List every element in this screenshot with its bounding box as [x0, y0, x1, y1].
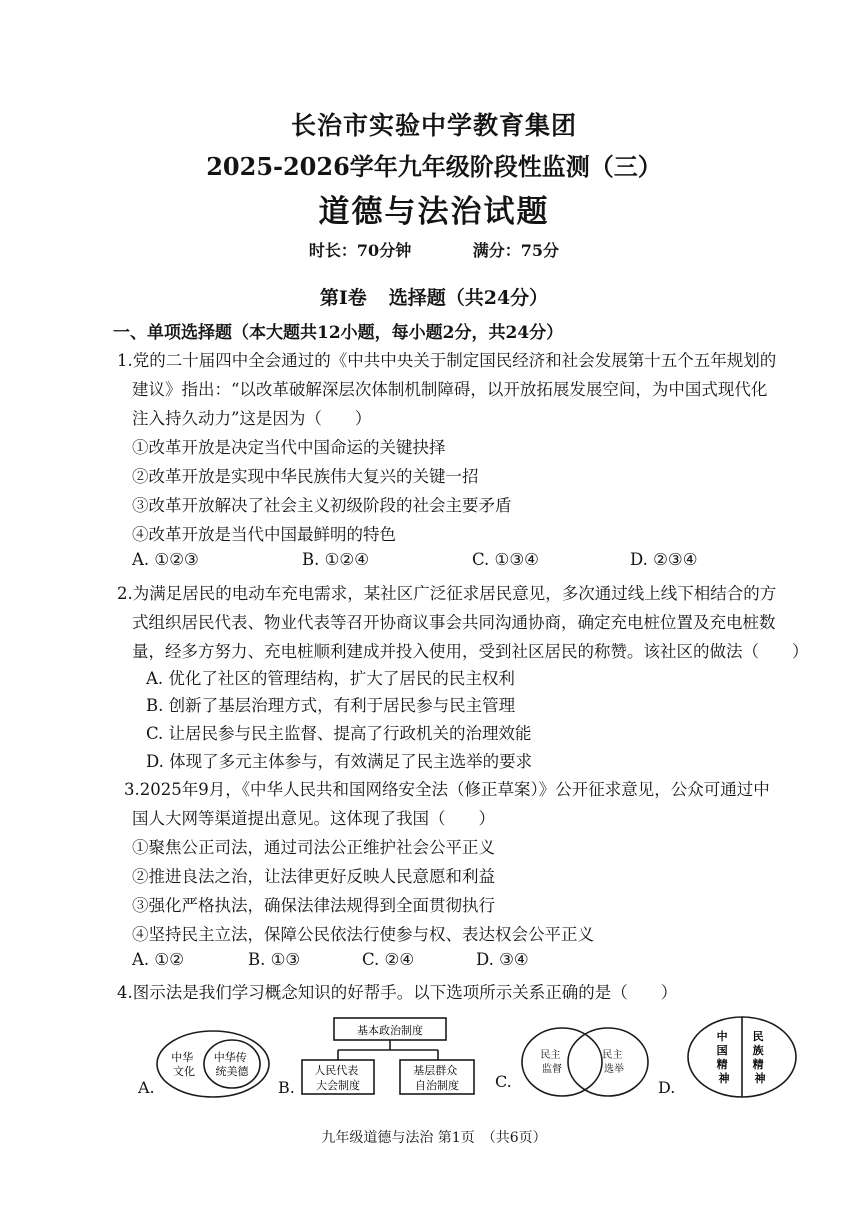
q1-item: ③改革开放解决了社会主义初级阶段的社会主要矛盾 — [132, 496, 512, 515]
diagram-b-left-line1: 人民代表 — [314, 1064, 359, 1077]
diagram-c-left-line1: 民主 — [540, 1050, 561, 1061]
q4-line: 4.图示法是我们学习概念知识的好帮手。以下选项所示关系正确的是（ ） — [117, 983, 678, 1002]
exam-meta — [0, 238, 868, 261]
diagram-b-top-text: 基本政治制度 — [357, 1024, 423, 1037]
diagram-c-left-text — [540, 1049, 563, 1075]
q1-item: ④改革开放是当代中国最鲜明的特色 — [132, 525, 396, 544]
q3-option-c[interactable]: C. ②④ — [362, 950, 415, 969]
q4-option-a[interactable]: A. — [138, 1078, 155, 1097]
q1-option-a[interactable]: A. ①②③ — [132, 550, 199, 569]
diagram-c-venn — [518, 1024, 652, 1100]
diagram-b-tree — [296, 1014, 482, 1098]
q2-line: 量，经多方努力、充电桩顺利建成并投入使用，受到社区居民的称赞。该社区的做法（ ） — [132, 642, 809, 661]
diagram-d-right-char: 民 — [752, 1030, 764, 1043]
score-text: 满分：75分 — [472, 241, 560, 260]
q1-option-b[interactable]: B. ①②④ — [302, 550, 369, 569]
diagram-d-right-char: 族 — [752, 1044, 764, 1057]
q1-line: 建议》指出：“以改革破解深层次体制机制障碍，以开放拓展发展空间，为中国式现代化 — [132, 380, 768, 399]
diagram-a-inner-line1: 中华传 — [213, 1051, 247, 1064]
diagram-a-outer-line2: 文化 — [173, 1065, 195, 1078]
diagram-d-left-text — [716, 1029, 732, 1085]
diagram-c-right-line1: 民主 — [602, 1050, 623, 1061]
q2-option-c[interactable]: C. 让居民参与民主监督、提高了行政机关的治理效能 — [146, 724, 532, 743]
q3-option-a[interactable]: A. ①② — [132, 950, 184, 969]
diagram-b-right-text — [413, 1063, 461, 1092]
q2-line: 式组织居民代表、物业代表等召开协商议事会共同沟通协商，确定充电桩位置及充电桩数 — [132, 613, 776, 632]
q1-item: ①改革开放是决定当代中国命运的关键抉择 — [132, 438, 446, 457]
subject-title: 道德与法治试题 — [318, 194, 550, 230]
diagram-a-nested-circles — [154, 1028, 272, 1100]
section-title-a: 第Ⅰ卷 — [319, 287, 367, 309]
q1-option-c[interactable]: C. ①③④ — [472, 550, 539, 569]
diagram-c-left-line2: 监督 — [542, 1064, 562, 1075]
diagram-d-right-text — [752, 1029, 768, 1085]
section-title-b: 选择题（共24分） — [388, 287, 549, 309]
q3-option-b[interactable]: B. ①③ — [248, 950, 301, 969]
diagram-b-left-line2: 大会制度 — [316, 1079, 360, 1092]
q1-option-d[interactable]: D. ②③④ — [630, 550, 698, 569]
q2-option-a[interactable]: A. 优化了社区的管理结构，扩大了居民的民主权利 — [146, 669, 515, 688]
q3-item: ③强化严格执法，确保法律法规得到全面贯彻执行 — [132, 896, 495, 915]
diagram-c-right-line2: 选举 — [604, 1064, 624, 1075]
diagram-c-right-text — [602, 1049, 625, 1075]
q4-option-c[interactable]: C. — [495, 1072, 512, 1091]
diagram-d-left-char: 神 — [718, 1072, 730, 1085]
diagram-b-right-line2: 自治制度 — [415, 1079, 459, 1092]
part-heading: 一、单项选择题（本大题共12小题，每小题2分，共24分） — [113, 323, 564, 343]
duration-text: 时长：70分钟 — [308, 241, 412, 260]
diagram-d-split-circle — [684, 1014, 800, 1100]
diagram-d-left-char: 精 — [716, 1058, 728, 1071]
q3-item: ④坚持民主立法，保障公民依法行使参与权、表达权会公平正义 — [132, 925, 594, 944]
diagram-d-right-char: 精 — [752, 1058, 764, 1071]
q3-item: ②推进良法之治，让法律更好反映人民意愿和利益 — [132, 867, 495, 886]
q4-option-d[interactable]: D. — [658, 1078, 676, 1097]
section-title — [0, 283, 868, 310]
q2-option-b[interactable]: B. 创新了基层治理方式，有利于居民参与民主管理 — [146, 696, 516, 715]
diagram-b-left-text — [314, 1063, 362, 1092]
diagram-d-left-char: 中 — [716, 1030, 728, 1043]
diagram-a-outer-line1: 中华 — [171, 1051, 194, 1064]
diagram-a-outer-text — [171, 1050, 197, 1078]
q4-option-b[interactable]: B. — [278, 1078, 295, 1097]
q3-option-d[interactable]: D. ③④ — [476, 950, 529, 969]
q3-line: 国人大网等渠道提出意见。这体现了我国（ ） — [132, 809, 495, 828]
q3-item: ①聚焦公正司法，通过司法公正维护社会公平正义 — [132, 838, 495, 857]
diagram-a-inner-line2: 统美德 — [215, 1065, 249, 1078]
q3-line: 3.2025年9月，《中华人民共和国网络安全法（修正草案）》公开征求意见，公众可通过中 — [124, 780, 770, 799]
diagram-a-inner-text — [214, 1050, 251, 1078]
q1-line: 注入持久动力”这是因为（ ） — [132, 409, 372, 428]
q1-item: ②改革开放是实现中华民族伟大复兴的关键一招 — [132, 467, 479, 486]
q2-option-d[interactable]: D. 体现了多元主体参与，有效满足了民主选举的要求 — [146, 752, 533, 771]
diagram-b-right-line1: 基层群众 — [413, 1064, 458, 1077]
page-footer: 九年级道德与法治 第1页 （共6页） — [321, 1130, 547, 1146]
q2-line: 2.为满足居民的电动车充电需求，某社区广泛征求居民意见，多次通过线上线下相结合的方 — [117, 584, 777, 603]
diagram-d-left-char: 国 — [716, 1044, 728, 1057]
school-title: 长治市实验中学教育集团 — [290, 111, 577, 140]
q1-line: 1.党的二十届四中全会通过的《中共中央关于制定国民经济和社会发展第十五个五年规划的 — [117, 351, 777, 370]
diagram-d-right-char: 神 — [754, 1072, 766, 1085]
exam-title: 2025-2026学年九年级阶段性监测（三） — [206, 152, 662, 181]
